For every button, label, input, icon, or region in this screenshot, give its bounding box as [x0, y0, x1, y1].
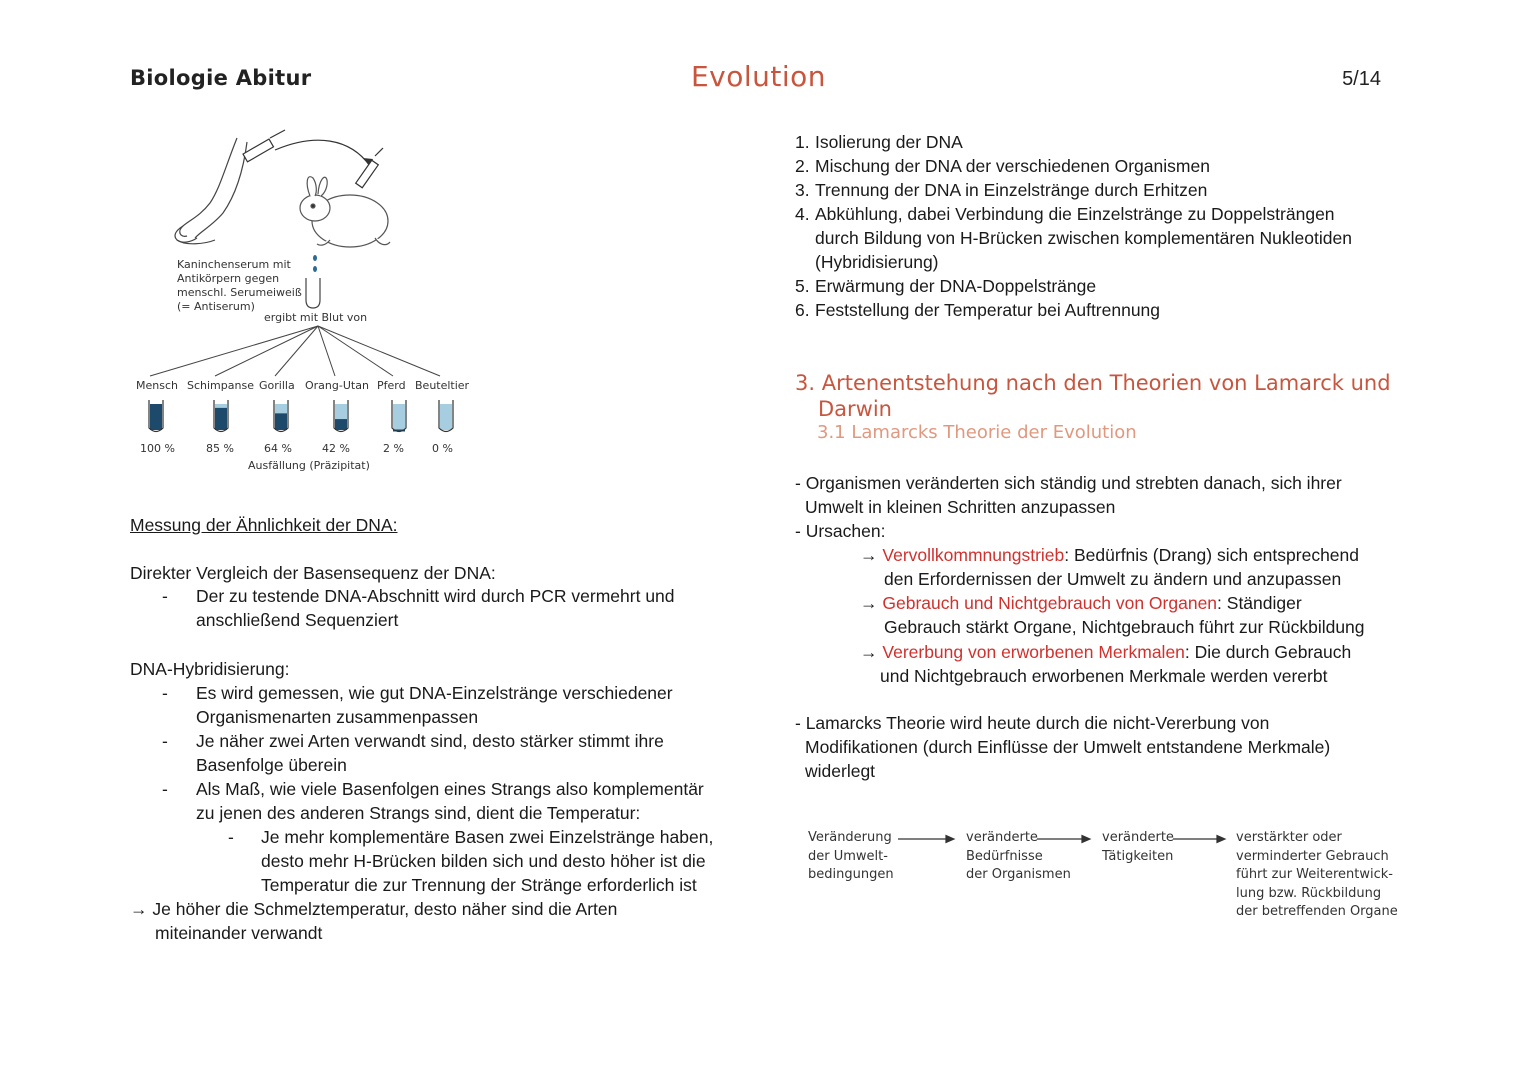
serum-label: Kaninchenserum mit Antikörpern gegen menschl. Serumeiweiß (= Antiserum) — [177, 258, 302, 313]
hybridization-steps — [795, 130, 1415, 322]
step-text: Isolierung der DNA — [815, 132, 963, 152]
step-number: 3. — [795, 180, 810, 200]
step-number: 1. — [795, 132, 810, 152]
step-item — [795, 154, 1415, 178]
step-item — [795, 202, 1415, 274]
step-text: Abkühlung, dabei Verbindung die Einzelstränge zu Doppelsträngen — [815, 204, 1335, 224]
step-text: Mischung der DNA der verschiedenen Organismen — [815, 156, 1210, 176]
step-text: Erwärmung der DNA-Doppelstränge — [815, 276, 1097, 296]
dna-similarity-heading: Messung der Ähnlichkeit der DNA: — [130, 515, 398, 535]
percentage-label: 42 % — [322, 442, 350, 455]
step-number: 6. — [795, 300, 810, 320]
subject-title: Biologie Abitur — [130, 66, 312, 90]
step-item — [795, 298, 1415, 322]
step-number: 2. — [795, 156, 810, 176]
tube-liquid — [393, 404, 405, 430]
species-label: Pferd — [377, 379, 406, 392]
percentage-label: 2 % — [383, 442, 404, 455]
tube-precipitate — [215, 408, 227, 430]
rabbit-illustration — [300, 177, 390, 247]
cause-1: → Vervollkommnungstrieb: Bedürfnis (Drang) sich entsprechend den Erfordernissen der Umwelt zu ändern und anzupassen — [860, 545, 1359, 589]
flow-step-4: verstärkter oder verminderter Gebrauch führt zur Weiterentwick- lung bzw. Rückbildung der betreffenden Organe — [1236, 830, 1398, 919]
flow-step-3: veränderte Tätigkeiten — [1102, 830, 1174, 864]
step-text: durch Bildung von H-Brücken zwischen komplementären Nukleotiden — [815, 228, 1352, 248]
percentage-label: 64 % — [264, 442, 292, 455]
species-label: Mensch — [136, 379, 178, 392]
subsection-title: 3.1 Lamarcks Theorie der Evolution — [817, 422, 1137, 443]
page-number: 5/14 — [1342, 68, 1381, 90]
transfer-arrow — [275, 140, 370, 166]
flow-step-2: veränderte Bedürfnisse der Organismen — [966, 830, 1071, 882]
blood-label: ergibt mit Blut von — [264, 311, 368, 324]
bullet-dash: - — [228, 827, 234, 847]
human-arm-illustration — [175, 138, 247, 244]
hybrid-item-1: Es wird gemessen, wie gut DNA-Einzelstränge verschiedener Organismenarten zusammenpassen — [196, 683, 673, 727]
hybridization-title: DNA-Hybridisierung: — [130, 659, 290, 679]
step-item — [795, 178, 1415, 202]
page-title: Evolution — [690, 60, 827, 93]
step-number: 4. — [795, 204, 810, 224]
syringe-icon — [243, 130, 285, 162]
step-text: (Hybridisierung) — [815, 252, 939, 272]
step-text: Trennung der DNA in Einzelstränge durch Erhitzen — [815, 180, 1208, 200]
lamarck-paragraph-2: - Lamarcks Theorie wird heute durch die nicht-Vererbung von Modifikationen (durch Einflüsse der Umwelt entstandene Merkmale) widerlegt — [795, 713, 1331, 781]
hybrid-item-3: Als Maß, wie viele Basenfolgen eines Strangs also komplementär zu jenen des anderen Strangs sind, dient die Temperatur: — [196, 779, 704, 823]
cause-3: → Vererbung von erworbenen Merkmalen: Die durch Gebrauch und Nichtgebrauch erworbenen Merkmale werden vererbt — [860, 642, 1352, 686]
step-number: 5. — [795, 276, 810, 296]
percentage-label: 85 % — [206, 442, 234, 455]
serum-drops — [313, 255, 317, 272]
step-item — [795, 274, 1415, 298]
species-label: Gorilla — [259, 379, 295, 392]
species-label: Beuteltier — [415, 379, 470, 392]
tube-precipitate — [275, 413, 287, 430]
flow-arrows — [895, 830, 1235, 850]
lamarck-paragraph-1: - Organismen veränderten sich ständig und strebten danach, sich ihrer Umwelt in kleinen Schritten anzupassen — [795, 473, 1342, 517]
distribution-lines — [150, 326, 440, 376]
test-tube-icon — [306, 278, 320, 308]
bullet-dash: - — [162, 731, 168, 751]
tube-precipitate — [335, 419, 347, 430]
causes-label: - Ursachen: — [795, 521, 886, 541]
precipitate-caption: Ausfällung (Präzipitat) — [248, 459, 370, 472]
conclusion: → Je höher die Schmelztemperatur, desto näher sind die Arten miteinander verwandt — [130, 899, 618, 943]
bullet-dash: - — [162, 586, 168, 606]
step-text: Feststellung der Temperatur bei Auftrennung — [815, 300, 1161, 320]
hybrid-sub-item: Je mehr komplementäre Basen zwei Einzelstränge haben, desto mehr H-Brücken bilden sich und desto höher ist die Temperatur die zur Trennung der Stränge erforderlich ist — [261, 827, 714, 895]
tube-precipitate — [150, 404, 162, 430]
section-title: 3. Artenentstehung nach den Theorien von Lamarck und Darwin — [795, 371, 1391, 421]
direct-comparison-title: Direkter Vergleich der Basensequenz der DNA: — [130, 563, 496, 583]
percentage-label: 0 % — [432, 442, 453, 455]
cause-2: → Gebrauch und Nichtgebrauch von Organen: Ständiger Gebrauch stärkt Organe, Nichtgebrauch führt zur Rückbildung — [860, 593, 1365, 637]
bullet-dash: - — [162, 779, 168, 799]
precipitate-tubes — [149, 400, 453, 432]
flow-step-1: Veränderung der Umwelt- bedingungen — [808, 830, 894, 882]
percentage-label: 100 % — [140, 442, 175, 455]
tube-liquid — [440, 404, 452, 430]
bullet-dash: - — [162, 683, 168, 703]
species-label: Schimpanse — [187, 379, 254, 392]
hybrid-item-2: Je näher zwei Arten verwandt sind, desto stärker stimmt ihre Basenfolge überein — [196, 731, 664, 775]
species-label: Orang-Utan — [305, 379, 369, 392]
direct-item-1: Der zu testende DNA-Abschnitt wird durch PCR vermehrt und anschließend Sequenziert — [196, 586, 675, 630]
step-item — [795, 130, 1415, 154]
